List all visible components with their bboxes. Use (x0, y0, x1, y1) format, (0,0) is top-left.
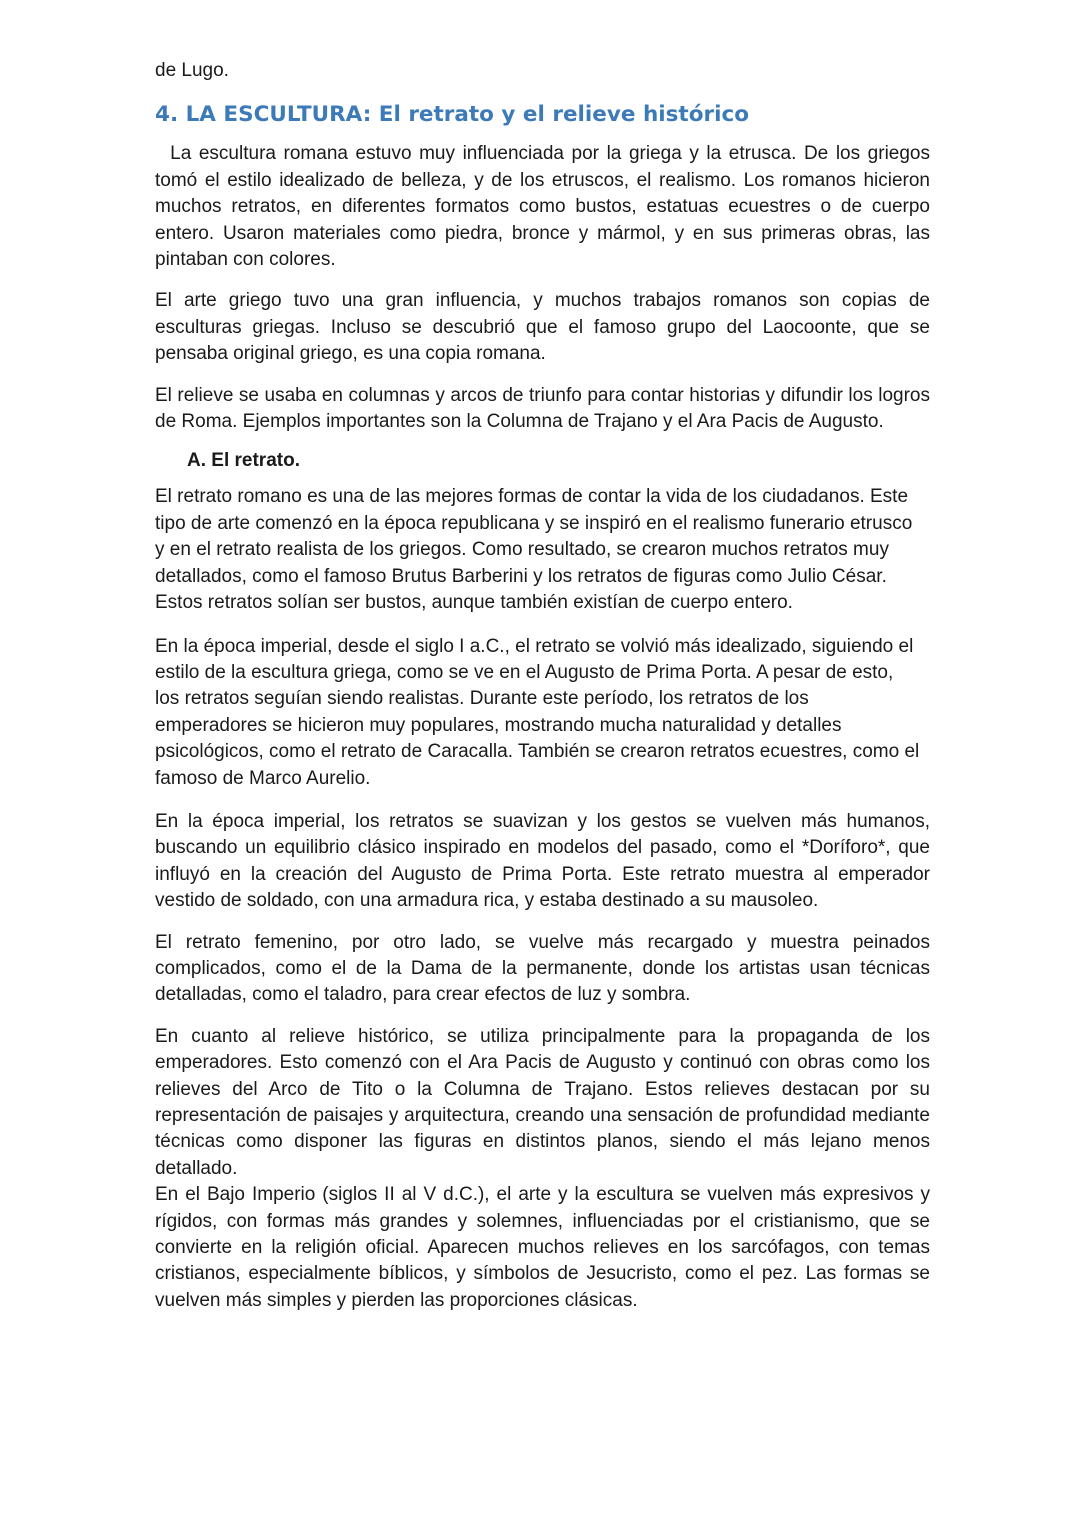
retrato-paragraph-3: En la época imperial, los retratos se suavizan y los gestos se vuelven más humanos, buscando un equilibrio clásico inspirado en modelos del pasado, como el *Doríforo*, que influyó en la creación del Augusto de Prima Porta. Este retrato muestra al emperador vestido de soldado, con una armadura rica, y estaba destinado a su mausoleo. (155, 810, 930, 912)
document-page (155, 58, 936, 1314)
retrato-paragraph-1: El retrato romano es una de las mejores formas de contar la vida de los ciudadanos. Este tipo de arte comenzó en la época republicana y se inspiró en el realismo funerario etrusco y en el retrato realista de los griegos. Como resultado, se crearon muchos retratos muy detallados, como el famoso Brutus Barberini y los retratos de figuras como Julio César. Estos retratos solían ser bustos, aunque también existían de cuerpo entero. (155, 486, 913, 614)
section-heading: 4. LA ESCULTURA: El retrato y el relieve histórico (155, 102, 749, 128)
retrato-paragraph-4: El retrato femenino, por otro lado, se vuelve más recargado y muestra peinados complicados, como el de la Dama de la permanente, donde los artistas usan técnicas detalladas, como el taladro, para crear efectos de luz y sombra. (155, 931, 930, 1006)
retrato-paragraph-2: En la época imperial, desde el siglo I a.C., el retrato se volvió más idealizado, siguiendo el estilo de la escultura griega, como se ve en el Augusto de Prima Porta. A pesar de esto, los retratos seguían siendo realistas. Durante este período, los retratos de los emperadores se hicieron muy populares, mostrando mucha naturalidad y detalles psicológicos, como el retrato de Caracalla. También se crearon retratos ecuestres, como el famoso de Marco Aurelio. (155, 635, 920, 789)
retrato-paragraph-6: En el Bajo Imperio (siglos II al V d.C.), el arte y la escultura se vuelven más expresivos y rígidos, con formas más grandes y solemnes, influenciadas por el cristianismo, que se convierte en la religión oficial. Aparecen muchos relieves en los sarcófagos, con temas cristianos, especialmente bíblicos, y símbolos de Jesucristo, como el pez. Las formas se vuelven más simples y pierden las proporciones clásicas. (155, 1184, 930, 1311)
intro-paragraph-1: La escultura romana estuvo muy influenciada por la griega y la etrusca. De los griegos tomó el estilo idealizado de belleza, y de los etruscos, el realismo. Los romanos hicieron muchos retratos, en diferentes formatos como bustos, estatuas ecuestres o de cuerpo entero. Usaron materiales como piedra, bronce y mármol, y en sus primeras obras, las pintaban con colores. (155, 143, 936, 271)
carryover-text: de Lugo. (155, 60, 229, 81)
intro-paragraph-2: El arte griego tuvo una gran influencia, y muchos trabajos romanos son copias de esculturas griegas. Incluso se descubrió que el famoso grupo del Laocoonte, que se pensaba original griego, es una copia romana. (155, 290, 930, 365)
intro-paragraph-3: El relieve se usaba en columnas y arcos de triunfo para contar historias y difundir los logros de Roma. Ejemplos importantes son la Columna de Trajano y el Ara Pacis de Augusto. (155, 384, 930, 433)
retrato-paragraph-5: En cuanto al relieve histórico, se utiliza principalmente para la propaganda de los emperadores. Esto comenzó con el Ara Pacis de Augusto y continuó con obras como los relieves del Arco de Tito o la Columna de Trajano. Estos relieves destacan por su representación de paisajes y arquitectura, creando una sensación de profundidad mediante técnicas como disponer las figuras en distintos planos, siendo el más lejano menos detallado. (155, 1025, 930, 1179)
subsection-heading: A. El retrato. (187, 450, 300, 472)
